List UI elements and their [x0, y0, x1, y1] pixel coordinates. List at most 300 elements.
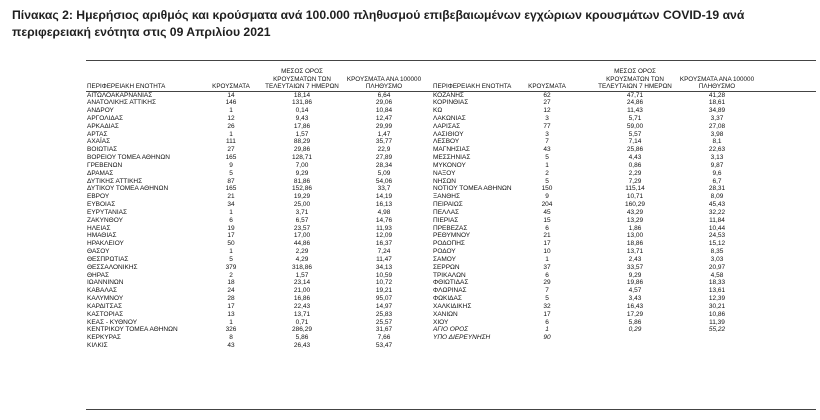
left-region-cell: ΗΜΑΘΙΑΣ: [87, 232, 117, 240]
right-cases-cell: 6: [545, 271, 549, 279]
table-row: [0, 232, 820, 240]
left-per-cell: 16,13: [375, 201, 393, 209]
left-per-cell: 4,98: [377, 208, 391, 216]
right-region-cell: ΠΕΙΡΑΙΩΣ: [433, 201, 463, 209]
left-per-cell: 7,24: [377, 248, 391, 256]
right-avg-cell: 19,86: [626, 279, 644, 287]
right-cases-cell: 12: [543, 107, 551, 115]
left-per-cell: 22,9: [377, 146, 391, 154]
right-per-cell: 13,61: [708, 287, 726, 295]
left-region-cell: ΚΙΛΚΙΣ: [87, 342, 108, 349]
left-cases-cell: 8: [229, 334, 233, 342]
right-avg-cell: 0,29: [628, 326, 642, 334]
left-cases-cell: 1: [229, 318, 233, 326]
right-region-cell: ΦΛΩΡΙΝΑΣ: [433, 287, 467, 295]
left-avg-cell: 6,57: [295, 216, 309, 224]
left-avg-cell: 286,29: [292, 326, 312, 334]
left-cases-cell: 26: [227, 122, 235, 130]
right-per-cell: 10,86: [708, 310, 726, 318]
table-row: [0, 319, 820, 327]
right-per-cell: 32,22: [708, 208, 726, 216]
right-per-cell: 12,39: [708, 295, 726, 303]
table-row: [0, 264, 820, 272]
table-body: [0, 92, 820, 410]
header-avg-right: [595, 64, 675, 90]
table-row: [0, 178, 820, 186]
left-per-cell: 34,13: [375, 263, 393, 271]
left-cases-cell: 13: [227, 310, 235, 318]
left-region-cell: ΓΡΕΒΕΝΩΝ: [87, 161, 123, 169]
left-avg-cell: 17,00: [293, 232, 311, 240]
right-cases-cell: 1: [545, 161, 549, 169]
header-cases-label: ΚΡΟΥΣΜΑΤΑ: [212, 82, 250, 90]
table-row: [0, 193, 820, 201]
right-region-cell: ΦΘΙΩΤΙΔΑΣ: [433, 279, 469, 287]
left-cases-cell: 146: [225, 99, 237, 107]
right-avg-cell: 2,43: [628, 255, 642, 263]
right-region-cell: ΛΕΣΒΟΥ: [433, 138, 460, 146]
left-region-cell: ΘΕΣΣΑΛΟΝΙΚΗΣ: [87, 263, 138, 271]
left-per-cell: 19,21: [375, 287, 393, 295]
right-region-cell: ΠΕΛΛΑΣ: [433, 208, 460, 216]
right-region-cell: ΝΑΞΟΥ: [433, 169, 456, 177]
table-row: [0, 248, 820, 256]
left-region-cell: ΕΒΡΟΥ: [87, 193, 110, 201]
right-per-cell: 11,39: [709, 318, 725, 326]
header-cases-label: ΚΡΟΥΣΜΑΤΑ: [528, 82, 566, 90]
table-row: [0, 334, 820, 342]
table-row: [0, 138, 820, 146]
right-per-cell: 18,61: [708, 99, 726, 107]
left-avg-cell: 131,86: [292, 99, 312, 107]
left-avg-cell: 0,14: [295, 107, 309, 115]
left-region-cell: ΑΡΓΟΛΙΔΑΣ: [87, 114, 124, 122]
right-region-cell: ΛΑΚΩΝΙΑΣ: [433, 114, 466, 122]
right-cases-cell: 17: [543, 310, 551, 318]
right-avg-cell: 43,29: [626, 208, 644, 216]
header-per100k-line2: ΠΛΗΘΥΣΜΟ: [698, 82, 736, 90]
left-cases-cell: 165: [225, 185, 237, 193]
table-row: [0, 295, 820, 303]
left-avg-cell: 26,43: [293, 342, 311, 349]
right-per-cell: 45,43: [708, 201, 726, 209]
right-cases-cell: 45: [543, 208, 551, 216]
left-region-cell: ΕΥΒΟΙΑΣ: [87, 201, 116, 209]
right-cases-cell: 5: [545, 177, 549, 185]
header-region-label: ΠΕΡΙΦΕΡΕΙΑΚΗ ΕΝΟΤΗΤΑ: [87, 82, 166, 90]
right-cases-cell: 62: [543, 91, 551, 99]
left-avg-cell: 16,86: [293, 295, 311, 303]
table-row: [0, 154, 820, 162]
right-avg-cell: 33,57: [626, 263, 644, 271]
right-cases-cell: 204: [541, 201, 553, 209]
left-region-cell: ΒΟΙΩΤΙΑΣ: [87, 146, 118, 154]
right-cases-cell: 32: [543, 302, 551, 310]
left-region-cell: ΑΙΤΩΛΟΑΚΑΡΝΑΝΙΑΣ: [87, 91, 153, 99]
right-avg-cell: 160,29: [625, 201, 645, 209]
left-avg-cell: 29,86: [293, 146, 311, 154]
left-region-cell: ΚΑΡΔΙΤΣΑΣ: [87, 302, 123, 310]
left-per-cell: 25,83: [375, 310, 393, 318]
right-cases-cell: 21: [543, 232, 551, 240]
right-region-cell: ΧΑΛΚΙΔΙΚΗΣ: [433, 302, 472, 310]
left-cases-cell: 28: [227, 295, 235, 303]
left-per-cell: 29,06: [375, 99, 393, 107]
left-region-cell: ΗΛΕΙΑΣ: [87, 224, 111, 232]
left-per-cell: 54,06: [375, 177, 393, 185]
table-caption: Πίνακας 2: Ημερήσιος αριθμός και κρούσματα ανά 100.000 πληθυσμού επιβεβαιωμένων εγχώριων κρουσμάτων COVID-19 ανά περιφερειακή ενότητα στις 09 Απριλίου 2021: [12, 8, 745, 39]
right-region-cell: ΚΟΡΙΝΘΙΑΣ: [433, 99, 469, 107]
right-region-cell: ΠΡΕΒΕΖΑΣ: [433, 224, 468, 232]
left-cases-cell: 1: [229, 130, 233, 138]
right-avg-cell: 7,29: [628, 177, 642, 185]
left-cases-cell: 21: [227, 193, 235, 201]
left-per-cell: 10,72: [375, 279, 393, 287]
table-top-rule: [86, 60, 816, 61]
left-avg-cell: 23,14: [293, 279, 311, 287]
right-per-cell: 6,7: [712, 177, 722, 185]
right-cases-cell: 9: [545, 193, 549, 201]
right-cases-cell: 7: [545, 287, 549, 295]
left-per-cell: 6,64: [377, 91, 391, 99]
header-per100k-line1: ΚΡΟΥΣΜΑΤΑ ΑΝΑ 100000: [346, 75, 422, 83]
right-cases-cell: 1: [545, 326, 549, 334]
header-cases-left: [207, 64, 255, 90]
right-avg-cell: 47,71: [626, 91, 644, 99]
table-row: [0, 311, 820, 319]
right-per-cell: 3,03: [710, 255, 724, 263]
left-cases-cell: 24: [227, 287, 235, 295]
right-region-cell: ΜΥΚΟΝΟΥ: [433, 161, 466, 169]
right-avg-cell: 13,00: [626, 232, 644, 240]
right-per-cell: 28,31: [708, 185, 726, 193]
left-avg-cell: 0,71: [295, 318, 309, 326]
left-region-cell: ΖΑΚΥΝΘΟΥ: [87, 216, 123, 224]
table-row: [0, 217, 820, 225]
left-avg-cell: 88,29: [293, 138, 311, 146]
right-cases-cell: 5: [545, 295, 549, 303]
left-avg-cell: 21,00: [293, 287, 311, 295]
right-avg-cell: 2,29: [628, 169, 642, 177]
table-row: [0, 185, 820, 193]
table-row: [0, 272, 820, 280]
left-avg-cell: 7,00: [295, 161, 309, 169]
right-cases-cell: 29: [543, 279, 551, 287]
left-cases-cell: 12: [227, 114, 235, 122]
right-avg-cell: 10,71: [626, 193, 644, 201]
table-row: [0, 123, 820, 131]
right-avg-cell: 5,57: [628, 130, 642, 138]
right-per-cell: 18,33: [708, 279, 726, 287]
right-region-cell: ΜΑΓΝΗΣΙΑΣ: [433, 146, 470, 154]
left-per-cell: 28,34: [375, 161, 393, 169]
left-per-cell: 1,47: [377, 130, 391, 138]
header-region-label: ΠΕΡΙΦΕΡΕΙΑΚΗ ΕΝΟΤΗΤΑ: [433, 82, 512, 90]
right-avg-cell: 7,14: [628, 138, 642, 146]
right-per-cell: 55,22: [708, 326, 726, 334]
left-region-cell: ΒΟΡΕΙΟΥ ΤΟΜΕΑ ΑΘΗΝΩΝ: [87, 154, 170, 162]
left-per-cell: 33,7: [377, 185, 391, 193]
right-avg-cell: 4,57: [628, 287, 642, 295]
left-per-cell: 7,66: [377, 334, 391, 342]
right-per-cell: 10,44: [708, 224, 726, 232]
left-avg-cell: 13,71: [293, 310, 311, 318]
right-cases-cell: 15: [543, 216, 551, 224]
table-row: [0, 115, 820, 123]
right-per-cell: 20,97: [708, 263, 726, 271]
left-cases-cell: 34: [227, 201, 235, 209]
right-region-cell: ΠΙΕΡΙΑΣ: [433, 216, 459, 224]
right-avg-cell: 17,29: [626, 310, 644, 318]
left-per-cell: 5,09: [377, 169, 391, 177]
table-row: [0, 107, 820, 115]
right-cases-cell: 6: [545, 318, 549, 326]
right-region-cell: ΦΩΚΙΔΑΣ: [433, 295, 462, 303]
left-region-cell: ΔΥΤΙΚΗΣ ΑΤΤΙΚΗΣ: [87, 177, 143, 185]
left-cases-cell: 19: [227, 224, 235, 232]
right-cases-cell: 90: [543, 334, 551, 342]
right-per-cell: 8,09: [710, 193, 724, 201]
left-region-cell: ΚΑΒΑΛΑΣ: [87, 287, 118, 295]
left-region-cell: ΙΩΑΝΝΙΝΩΝ: [87, 279, 124, 287]
right-region-cell: ΑΓΙΟ ΟΡΟΣ: [433, 326, 469, 334]
right-region-cell: ΣΕΡΡΩΝ: [433, 263, 460, 271]
header-avg-line1: ΜΕΣΟΣ ΟΡΟΣ: [281, 68, 323, 76]
left-cases-cell: 87: [227, 177, 235, 185]
right-avg-cell: 0,86: [628, 161, 642, 169]
left-avg-cell: 5,86: [295, 334, 309, 342]
right-per-cell: 9,87: [710, 161, 724, 169]
right-cases-cell: 77: [543, 122, 551, 130]
left-avg-cell: 3,71: [295, 208, 309, 216]
right-avg-cell: 4,43: [628, 154, 642, 162]
left-avg-cell: 128,71: [292, 154, 312, 162]
right-cases-cell: 1: [545, 255, 549, 263]
left-region-cell: ΑΡΤΑΣ: [87, 130, 108, 138]
right-per-cell: 15,12: [708, 240, 726, 248]
left-per-cell: 12,09: [375, 232, 393, 240]
left-cases-cell: 1: [229, 208, 233, 216]
left-avg-cell: 25,00: [293, 201, 311, 209]
right-cases-cell: 43: [543, 146, 551, 154]
right-region-cell: ΛΑΡΙΣΑΣ: [433, 122, 461, 130]
left-avg-cell: 2,29: [295, 248, 309, 256]
left-avg-cell: 17,86: [293, 122, 311, 130]
left-avg-cell: 23,57: [293, 224, 311, 232]
right-per-cell: 11,84: [709, 216, 725, 224]
right-avg-cell: 3,43: [628, 295, 642, 303]
header-avg-line1: ΜΕΣΟΣ ΟΡΟΣ: [614, 68, 656, 76]
left-per-cell: 10,59: [375, 271, 393, 279]
right-avg-cell: 9,29: [628, 271, 642, 279]
left-per-cell: 31,67: [375, 326, 393, 334]
right-region-cell: ΛΑΣΙΘΙΟΥ: [433, 130, 464, 138]
left-region-cell: ΑΝΑΤΟΛΙΚΗΣ ΑΤΤΙΚΗΣ: [87, 99, 156, 107]
header-cases-right: [523, 64, 571, 90]
table-row: [0, 170, 820, 178]
table-row: [0, 342, 820, 350]
left-region-cell: ΘΗΡΑΣ: [87, 271, 109, 279]
left-region-cell: ΚΕΡΚΥΡΑΣ: [87, 334, 121, 342]
left-per-cell: 95,07: [375, 295, 393, 303]
left-region-cell: ΘΕΣΠΡΩΤΙΑΣ: [87, 255, 129, 263]
right-region-cell: ΝΗΣΩΝ: [433, 177, 456, 185]
right-cases-cell: 17: [543, 240, 551, 248]
left-per-cell: 14,19: [375, 193, 393, 201]
right-avg-cell: 24,86: [626, 99, 644, 107]
left-cases-cell: 6: [229, 216, 233, 224]
right-avg-cell: 13,71: [626, 248, 644, 256]
right-region-cell: ΝΟΤΙΟΥ ΤΟΜΕΑ ΑΘΗΝΩΝ: [433, 185, 512, 193]
left-avg-cell: 152,86: [292, 185, 312, 193]
right-region-cell: ΧΑΝΙΩΝ: [433, 310, 458, 318]
left-cases-cell: 50: [227, 240, 235, 248]
left-cases-cell: 18: [227, 279, 235, 287]
table-row: [0, 92, 820, 100]
right-region-cell: ΡΕΘΥΜΝΟΥ: [433, 232, 471, 240]
right-region-cell: ΞΑΝΘΗΣ: [433, 193, 461, 201]
right-cases-cell: 5: [545, 154, 549, 162]
right-avg-cell: 5,86: [628, 318, 642, 326]
right-cases-cell: 3: [545, 130, 549, 138]
left-per-cell: 12,47: [375, 114, 393, 122]
left-per-cell: 29,99: [375, 122, 393, 130]
left-cases-cell: 2: [229, 271, 233, 279]
right-per-cell: 8,1: [712, 138, 722, 146]
left-cases-cell: 326: [225, 326, 237, 334]
left-region-cell: ΚΑΣΤΟΡΙΑΣ: [87, 310, 124, 318]
right-per-cell: 24,53: [708, 232, 726, 240]
left-cases-cell: 43: [227, 342, 235, 349]
table-row: [0, 303, 820, 311]
right-region-cell: ΡΟΔΟΠΗΣ: [433, 240, 465, 248]
right-region-cell: ΚΩ: [433, 107, 443, 115]
left-region-cell: ΔΥΤΙΚΟΥ ΤΟΜΕΑ ΑΘΗΝΩΝ: [87, 185, 169, 193]
left-avg-cell: 1,57: [295, 271, 309, 279]
right-per-cell: 3,37: [710, 114, 724, 122]
left-cases-cell: 111: [226, 138, 236, 146]
right-cases-cell: 37: [543, 263, 551, 271]
left-avg-cell: 18,14: [293, 91, 311, 99]
left-region-cell: ΑΧΑΪΑΣ: [87, 138, 111, 146]
right-region-cell: ΥΠΟ ΔΙΕΡΕΥΝΗΣΗ: [433, 334, 491, 342]
table-row: [0, 146, 820, 154]
left-cases-cell: 5: [229, 169, 233, 177]
left-avg-cell: 44,86: [293, 240, 311, 248]
right-avg-cell: 115,14: [625, 185, 645, 193]
table-row: [0, 99, 820, 107]
left-region-cell: ΚΑΛΥΜΝΟΥ: [87, 295, 124, 303]
left-cases-cell: 17: [227, 232, 235, 240]
left-avg-cell: 22,43: [293, 302, 311, 310]
left-cases-cell: 1: [229, 248, 233, 256]
left-per-cell: 11,47: [376, 255, 392, 263]
left-cases-cell: 9: [229, 161, 233, 169]
left-region-cell: ΑΡΚΑΔΙΑΣ: [87, 122, 119, 130]
right-per-cell: 9,6: [712, 169, 722, 177]
right-cases-cell: 10: [543, 248, 551, 256]
table-row: [0, 326, 820, 334]
left-avg-cell: 4,29: [295, 255, 309, 263]
left-region-cell: ΕΥΡΥΤΑΝΙΑΣ: [87, 208, 128, 216]
header-per100k-left: [343, 64, 425, 90]
right-cases-cell: 6: [545, 224, 549, 232]
right-region-cell: ΚΟΖΑΝΗΣ: [433, 91, 464, 99]
left-region-cell: ΚΕΑΣ - ΚΥΘΝΟΥ: [87, 318, 138, 326]
header-avg-line2: ΚΡΟΥΣΜΑΤΩΝ ΤΩΝ: [606, 75, 664, 83]
left-cases-cell: 5: [229, 255, 233, 263]
left-per-cell: 16,37: [375, 240, 393, 248]
right-per-cell: 3,13: [710, 154, 724, 162]
right-per-cell: 22,63: [708, 146, 726, 154]
right-per-cell: 4,58: [710, 271, 724, 279]
right-per-cell: 8,35: [710, 248, 724, 256]
left-cases-cell: 165: [225, 154, 237, 162]
table-row: [0, 279, 820, 287]
left-avg-cell: 81,86: [293, 177, 311, 185]
table-row: [0, 240, 820, 248]
right-cases-cell: 27: [543, 99, 551, 107]
left-region-cell: ΘΑΣΟΥ: [87, 248, 110, 256]
header-avg-line3: ΤΕΛΕΥΤΑΙΩΝ 7 ΗΜΕΡΩΝ: [265, 82, 339, 90]
header-region-left: [87, 64, 207, 90]
left-cases-cell: 17: [227, 302, 235, 310]
left-region-cell: ΚΕΝΤΡΙΚΟΥ ΤΟΜΕΑ ΑΘΗΝΩΝ: [87, 326, 178, 334]
right-cases-cell: 2: [545, 169, 549, 177]
right-cases-cell: 3: [545, 114, 549, 122]
left-per-cell: 14,76: [375, 216, 393, 224]
left-cases-cell: 1: [229, 107, 233, 115]
right-region-cell: ΣΑΜΟΥ: [433, 255, 456, 263]
right-avg-cell: 13,29: [626, 216, 644, 224]
left-per-cell: 53,47: [375, 342, 393, 349]
table-row: [0, 287, 820, 295]
left-cases-cell: 14: [227, 91, 235, 99]
right-per-cell: 34,89: [708, 107, 726, 115]
left-avg-cell: 9,29: [295, 169, 309, 177]
right-cases-cell: 150: [541, 185, 553, 193]
right-cases-cell: 7: [545, 138, 549, 146]
header-avg-line2: ΚΡΟΥΣΜΑΤΩΝ ΤΩΝ: [273, 75, 331, 83]
header-per100k-line1: ΚΡΟΥΣΜΑΤΑ ΑΝΑ 100000: [679, 75, 755, 83]
right-avg-cell: 59,00: [626, 122, 644, 130]
left-per-cell: 11,93: [376, 224, 392, 232]
header-avg-line3: ΤΕΛΕΥΤΑΙΩΝ 7 ΗΜΕΡΩΝ: [598, 82, 672, 90]
right-avg-cell: 11,43: [627, 107, 643, 115]
right-avg-cell: 1,86: [628, 224, 642, 232]
table-row: [0, 131, 820, 139]
table-row: [0, 209, 820, 217]
right-avg-cell: 5,71: [628, 114, 642, 122]
left-region-cell: ΗΡΑΚΛΕΙΟΥ: [87, 240, 124, 248]
left-per-cell: 10,84: [375, 107, 393, 115]
left-cases-cell: 379: [225, 263, 237, 271]
left-avg-cell: 19,29: [293, 193, 311, 201]
right-region-cell: ΡΟΔΟΥ: [433, 248, 456, 256]
right-region-cell: ΧΙΟΥ: [433, 318, 449, 326]
right-per-cell: 27,08: [708, 122, 726, 130]
left-per-cell: 14,97: [375, 302, 393, 310]
left-per-cell: 27,89: [375, 154, 393, 162]
table-row: [0, 201, 820, 209]
right-per-cell: 30,21: [708, 302, 726, 310]
right-per-cell: 3,98: [710, 130, 724, 138]
left-region-cell: ΑΝΔΡΟΥ: [87, 107, 114, 115]
left-region-cell: ΔΡΑΜΑΣ: [87, 169, 114, 177]
right-region-cell: ΜΕΣΣΗΝΙΑΣ: [433, 154, 471, 162]
left-per-cell: 35,77: [375, 138, 393, 146]
right-per-cell: 41,28: [708, 91, 726, 99]
